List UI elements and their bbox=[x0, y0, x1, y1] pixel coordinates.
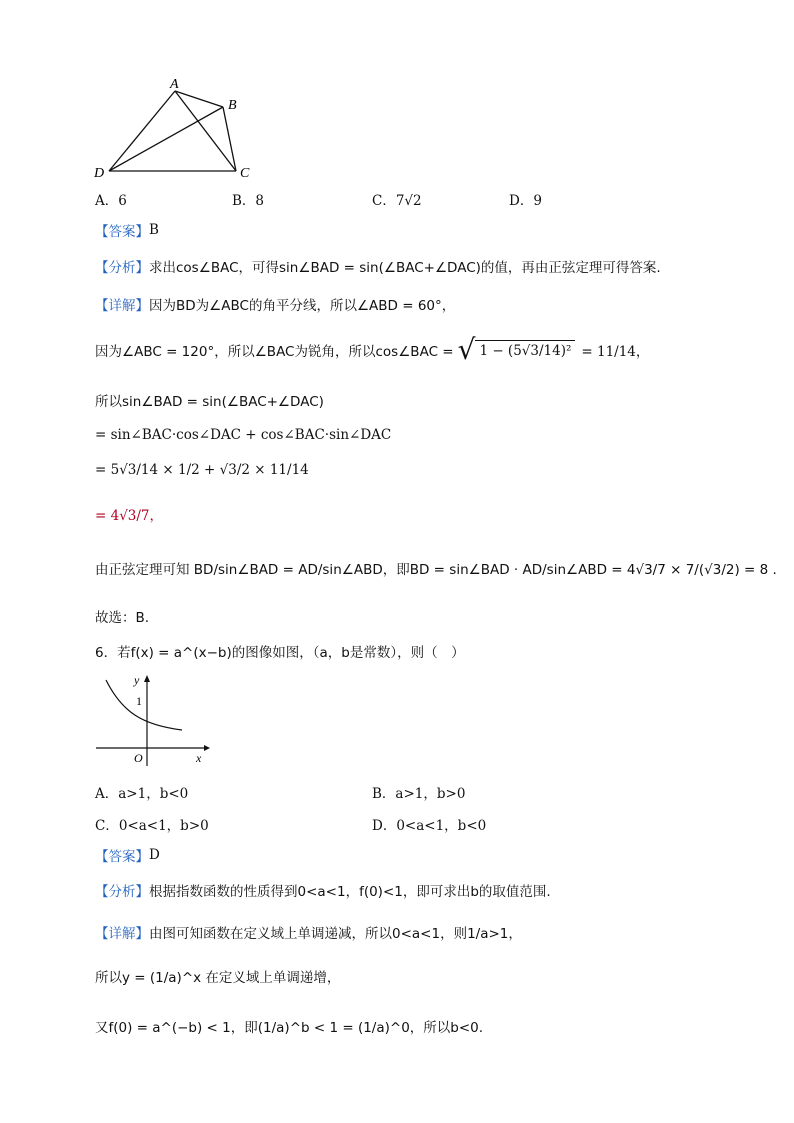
q5-detail-1 bbox=[95, 294, 455, 314]
label-C: C bbox=[240, 166, 250, 181]
analysis-text: 求出cos∠BAC，可得sin∠BAD = sin(∠BAC+∠DAC)的值，再由正弦定理可得答案. bbox=[149, 260, 661, 276]
q6-detail-1 bbox=[95, 922, 522, 942]
answer-tag: 【答案】 bbox=[95, 224, 149, 240]
q5-conclusion bbox=[95, 606, 149, 626]
analysis-text: 根据指数函数的性质得到0<a<1，f(0)<1，即可求出b的取值范围. bbox=[149, 884, 551, 900]
label-D: D bbox=[94, 166, 105, 181]
answer-value: D bbox=[149, 847, 160, 863]
q6-option-a: A．a>1，b<0 bbox=[95, 786, 189, 802]
analysis-tag: 【分析】 bbox=[95, 884, 149, 900]
analysis-tag: 【分析】 bbox=[95, 260, 149, 276]
q5-detail-3 bbox=[95, 390, 324, 410]
label-B: B bbox=[228, 98, 237, 113]
detail-result-2: = 11/14， bbox=[581, 344, 650, 360]
q5-option-a: A．6 bbox=[95, 193, 127, 209]
q6-detail-3 bbox=[95, 1016, 483, 1036]
axis-y-label: y bbox=[134, 673, 140, 687]
q6-answer bbox=[95, 845, 160, 865]
axis-x-label: x bbox=[196, 751, 202, 765]
q5-option-b: B．8 bbox=[232, 193, 265, 209]
detail-text-1: 因为BD为∠ABC的角平分线，所以∠ABD = 60°， bbox=[149, 298, 456, 314]
q6-option-c: C．0<a<1，b>0 bbox=[95, 818, 209, 834]
detail-text-7: 由正弦定理可知 BD/sin∠BAD = AD/sin∠ABD，即BD = sin∠BAD · AD/sin∠ABD = 4√3/7 × 7/(√3/2) = 8 . bbox=[95, 562, 777, 578]
q5-option-d: D．9 bbox=[509, 193, 542, 209]
detail-text-2: 因为∠ABC = 120°，所以∠BAC为锐角，所以cos∠BAC = bbox=[95, 344, 454, 360]
origin-label: O bbox=[134, 751, 143, 765]
axis-one-label: 1 bbox=[136, 694, 142, 708]
q5-analysis bbox=[95, 256, 661, 276]
exponential-graph bbox=[92, 672, 212, 768]
detail-text-1: 由图可知函数在定义域上单调递减，所以0<a<1，则1/a>1， bbox=[149, 926, 522, 942]
q5-detail-6 bbox=[95, 504, 163, 524]
triangle-figure bbox=[88, 76, 268, 186]
q5-option-c: C．7√2 bbox=[372, 193, 422, 209]
detail-tag: 【详解】 bbox=[95, 298, 149, 314]
q6-stem-text: 6．若f(x) = a^(x−b)的图像如图，（a，b是常数），则（ ） bbox=[95, 645, 465, 661]
detail-text-2: 所以y = (1/a)^x 在定义域上单调递增， bbox=[95, 970, 341, 986]
detail-text-6: = 4√3/7， bbox=[95, 508, 164, 524]
q5-detail-7 bbox=[95, 558, 777, 578]
q6-detail-2 bbox=[95, 966, 340, 986]
detail-text-5: = 5√3/14 × 1/2 + √3/2 × 11/14 bbox=[95, 462, 309, 478]
conclusion-text: 故选：B. bbox=[95, 610, 150, 626]
sqrt-expression: √ 1 − (5√3/14)² bbox=[458, 336, 576, 364]
label-A: A bbox=[170, 77, 179, 92]
q5-detail-2 bbox=[95, 330, 649, 370]
detail-tag: 【详解】 bbox=[95, 926, 149, 942]
q6-stem bbox=[95, 641, 465, 661]
q6-option-d: D．0<a<1，b<0 bbox=[372, 818, 487, 834]
sqrt-radicand: 1 − (5√3/14)² bbox=[475, 340, 575, 361]
q6-option-b: B．a>1，b>0 bbox=[372, 786, 466, 802]
answer-tag: 【答案】 bbox=[95, 849, 149, 865]
answer-value: B bbox=[149, 222, 159, 238]
q5-answer bbox=[95, 220, 159, 240]
q6-analysis bbox=[95, 880, 551, 900]
q5-detail-4 bbox=[95, 427, 391, 443]
detail-text-3: 又f(0) = a^(−b) < 1，即(1/a)^b < 1 = (1/a)^0，所以b<0. bbox=[95, 1020, 484, 1036]
detail-text-4: = sin∠BAC·cos∠DAC + cos∠BAC·sin∠DAC bbox=[95, 427, 392, 443]
detail-text-3: 所以sin∠BAD = sin(∠BAC+∠DAC) bbox=[95, 394, 324, 410]
q5-detail-5 bbox=[95, 462, 309, 478]
